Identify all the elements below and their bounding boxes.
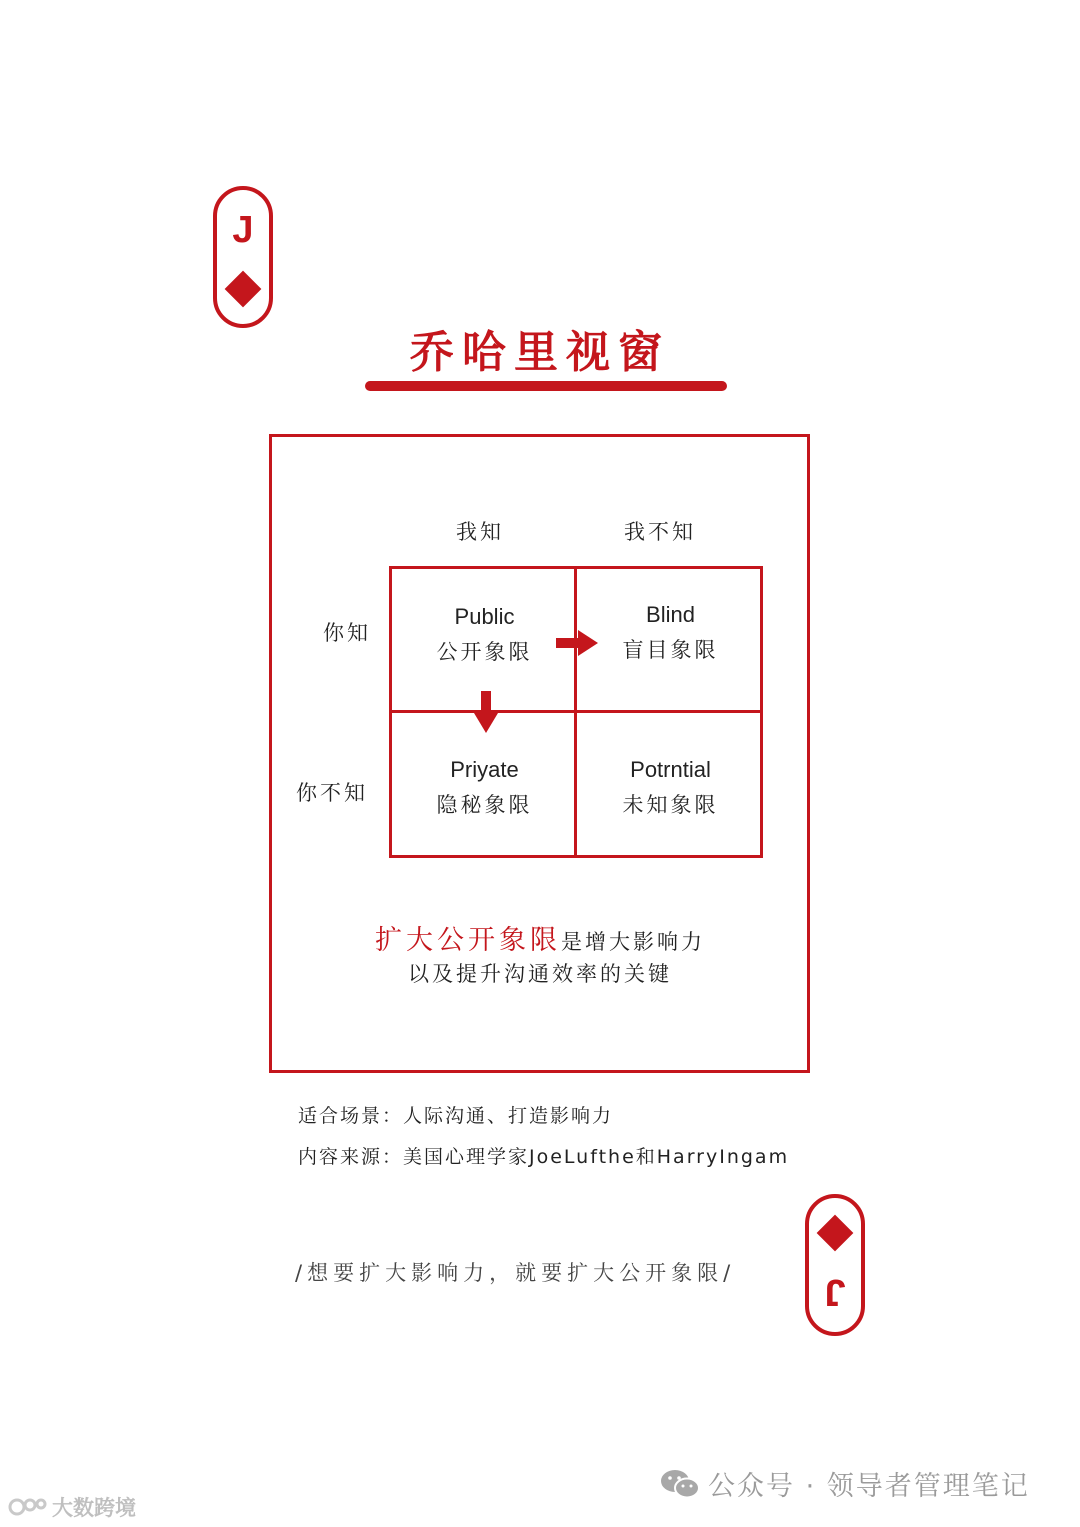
card-corner-top-left	[213, 186, 273, 328]
quadrant-public-cn: 公开象限	[436, 640, 533, 664]
note-scene-label: 适合场景：	[298, 1105, 404, 1127]
diamond-icon	[225, 271, 262, 308]
note-source-label: 内容来源：	[298, 1146, 404, 1168]
quadrant-potential	[578, 757, 763, 819]
logo-text: 大数跨境	[52, 1496, 136, 1520]
quadrant-private	[392, 757, 577, 819]
note-scene-value: 人际沟通、打造影响力	[403, 1105, 614, 1127]
logo-watermark	[8, 1492, 136, 1522]
key-message-line1	[280, 918, 800, 957]
quadrant-public	[392, 604, 577, 666]
quadrant-blind-cn: 盲目象限	[622, 638, 719, 662]
grid-divider-horizontal	[389, 710, 763, 713]
quadrant-potential-cn: 未知象限	[622, 793, 719, 817]
column-label-known: 我知	[456, 520, 504, 544]
account-name: 公众号 · 领导者管理笔记	[708, 1471, 1030, 1502]
title-underline	[365, 381, 727, 391]
quadrant-blind-en: Blind	[646, 602, 695, 627]
quadrant-public-en: Public	[454, 604, 515, 629]
row-label-known: 你知	[323, 621, 371, 645]
quadrant-potential-en: Potrntial	[630, 757, 711, 782]
note-source	[298, 1142, 789, 1169]
key-message-line2: 以及提升沟通效率的关键	[408, 962, 672, 986]
page-title: 乔哈里视窗	[410, 327, 670, 378]
row-label-unknown: 你不知	[296, 781, 368, 805]
note-scene	[298, 1101, 613, 1128]
arrow-right-icon	[556, 630, 598, 656]
quadrant-private-cn: 隐秘象限	[436, 793, 533, 817]
diamond-icon	[817, 1215, 854, 1252]
quadrant-private-en: Priyate	[450, 757, 519, 782]
arrow-down-icon	[474, 691, 498, 733]
slogan: /想要扩大影响力，就要扩大公开象限/	[295, 1261, 736, 1285]
quadrant-blind	[578, 602, 763, 664]
note-source-value: 美国心理学家JoeLufthe和HarryIngam	[403, 1146, 790, 1168]
logo-icon	[8, 1496, 48, 1518]
wechat-icon	[660, 1468, 700, 1500]
card-letter: J	[232, 209, 254, 251]
account-watermark	[660, 1464, 1030, 1503]
card-corner-bottom-right	[805, 1194, 865, 1336]
key-message-rest: 是增大影响力	[561, 930, 705, 954]
key-message-highlight: 扩大公开象限	[375, 925, 561, 956]
card-letter: J	[824, 1271, 846, 1313]
column-label-unknown: 我不知	[624, 520, 696, 544]
